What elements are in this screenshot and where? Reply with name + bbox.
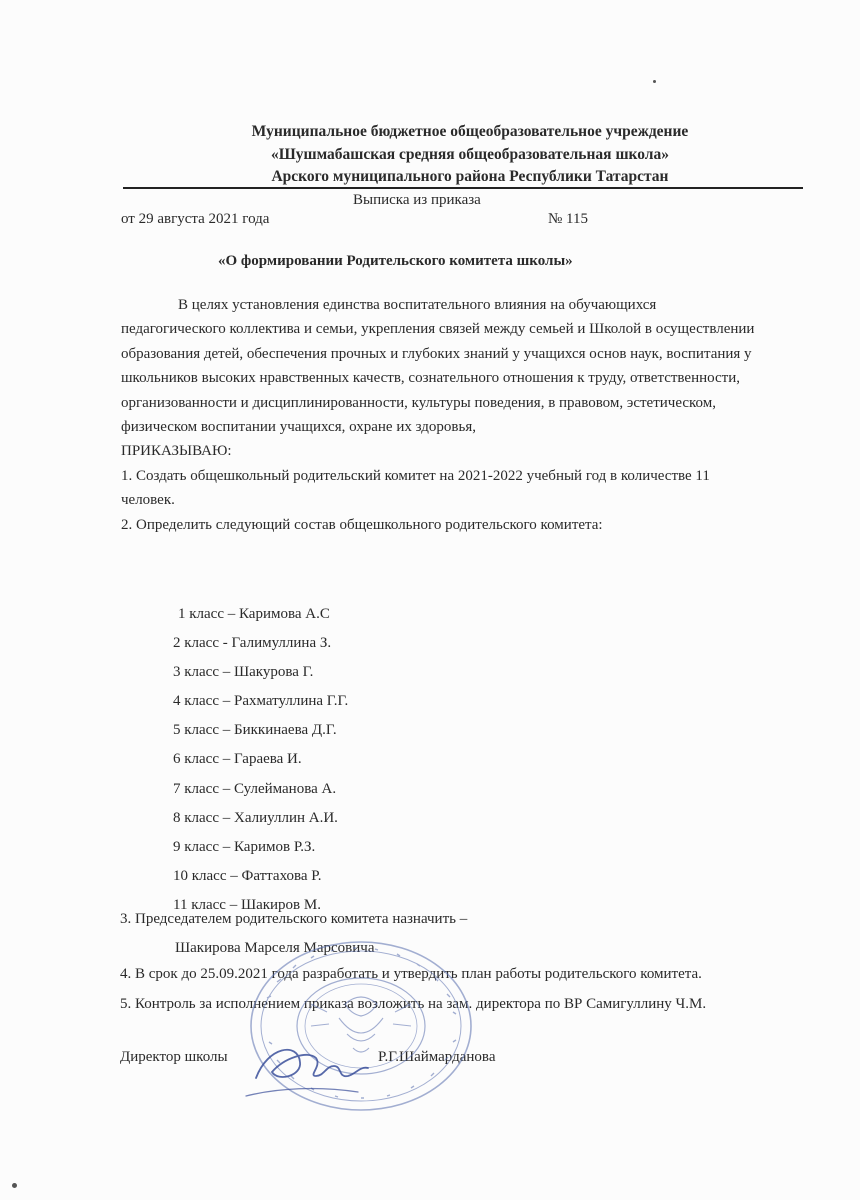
document-title: «О формировании Родительского комитета школы» <box>218 253 573 269</box>
member-item: 3 класс – Шакурова Г. <box>173 664 314 681</box>
item-2: 2. Определить следующий состав общешкольного родительского комитета: <box>121 516 603 533</box>
intro-line: школьников высоких нравственных качеств, сознательного отношения к труду, ответственности, <box>121 370 740 387</box>
paper-speck <box>12 1183 17 1188</box>
member-item: 9 класс – Каримов Р.З. <box>173 838 316 855</box>
document-type: Выписка из приказа <box>353 192 481 208</box>
signatory-position: Директор школы <box>120 1049 228 1065</box>
committee-members-list <box>173 605 348 925</box>
header-divider <box>123 187 803 189</box>
intro-line: организованности и дисциплинированности, культуры поведения, в правовом, эстетическом, <box>121 394 716 411</box>
signatory-name: Р.Г.Шаймарданова <box>378 1049 496 1065</box>
member-item: 11 класс – Шакиров М. <box>173 896 321 913</box>
member-item: 5 класс – Биккинаева Д.Г. <box>173 722 337 739</box>
member-item: 4 класс – Рахматуллина Г.Г. <box>173 693 349 710</box>
intro-line: педагогического коллектива и семьи, укрепления связей между семьей и Школой в осуществлении <box>121 321 755 338</box>
member-item: 2 класс - Галимуллина З. <box>173 635 332 652</box>
item-5: 5. Контроль за исполнением приказа возложить на зам. директора по ВР Самигуллину Ч.М. <box>120 996 707 1012</box>
document-number: № 115 <box>548 211 589 227</box>
intro-paragraph <box>121 293 811 537</box>
chairperson-name: Шакирова Марселя Марсовича <box>175 940 375 956</box>
paper-speck <box>653 80 656 83</box>
item-1: 1. Создать общешкольный родительский комитет на 2021-2022 учебный год в количестве 11 <box>121 467 710 484</box>
member-item: 6 класс – Гараева И. <box>173 751 302 768</box>
intro-line: физическом воспитании учащихся, охране их здоровья, <box>121 419 476 436</box>
item-3: 3. Председателем родительского комитета назначить – <box>120 911 468 927</box>
item-4: 4. В срок до 25.09.2021 года разработать и утвердить план работы родительского комитета. <box>120 966 702 982</box>
document-date: от 29 августа 2021 года <box>121 211 270 227</box>
header-line-2: «Шушмабашская средняя общеобразовательная школа» <box>270 146 669 163</box>
intro-line: образования детей, обеспечения прочных и глубоких знаний у учащихся основ наук, воспитания у <box>121 345 752 362</box>
item-1-continued: человек. <box>121 492 175 509</box>
header-line-1: Муниципальное бюджетное общеобразовательное учреждение <box>251 123 689 140</box>
director-signature-icon <box>238 1036 388 1126</box>
member-item: 10 класс – Фаттахова Р. <box>173 867 322 884</box>
member-item: 8 класс – Халиуллин А.И. <box>173 809 338 826</box>
member-item: 7 класс – Сулейманова А. <box>173 780 337 797</box>
order-word: ПРИКАЗЫВАЮ: <box>121 443 232 460</box>
member-item: 1 класс – Каримова А.С <box>178 606 330 622</box>
intro-line: В целях установления единства воспитательного влияния на обучающихся <box>178 297 657 313</box>
header-line-3: Арского муниципального района Республики Татарстан <box>271 168 669 185</box>
